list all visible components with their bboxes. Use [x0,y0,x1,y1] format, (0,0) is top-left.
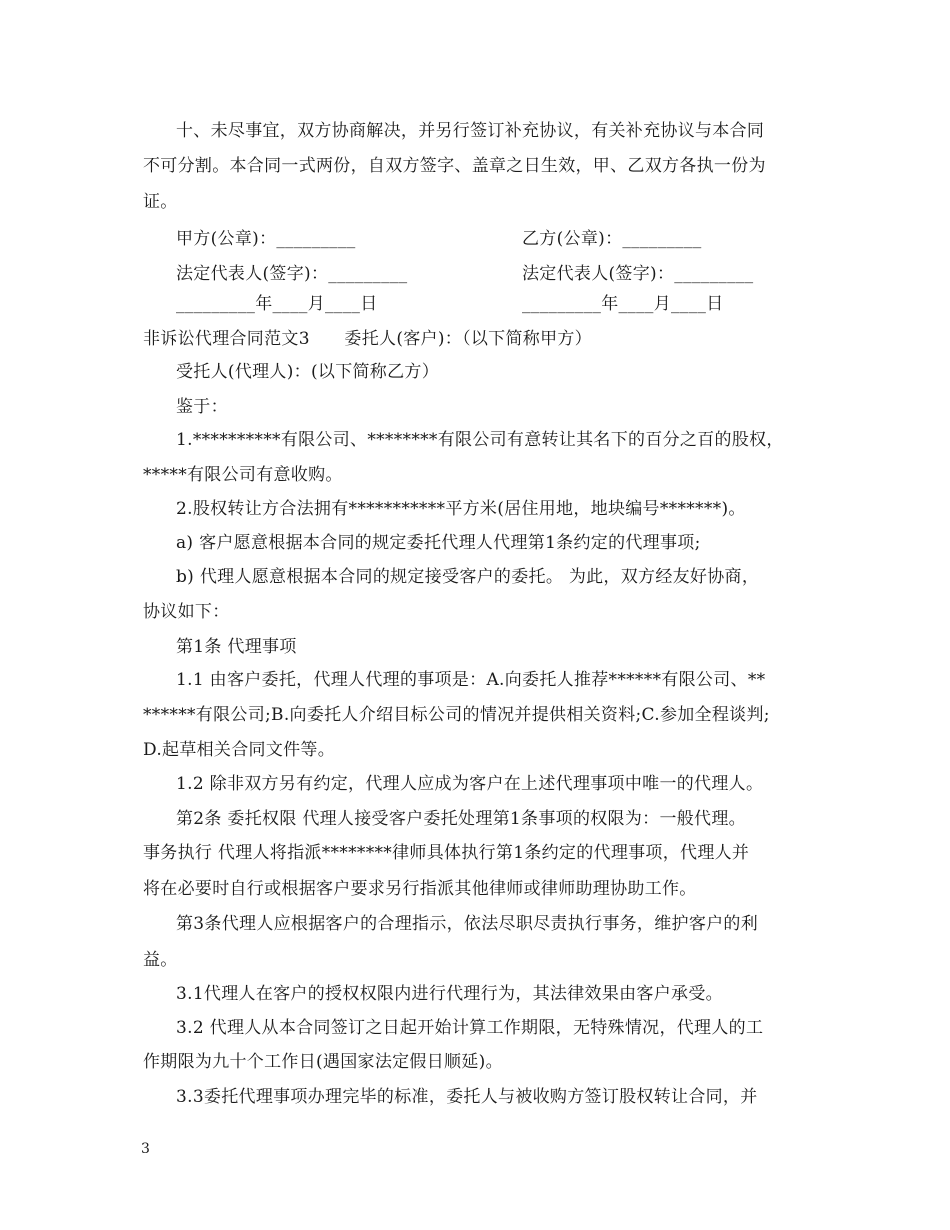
party-a-seal: 甲方(公章)：_________ [176,229,356,249]
sample3-heading: 非诉讼代理合同范文3 委托人(客户)：（以下简称甲方） [143,329,592,349]
article3-2-line1: 3.2 代理人从本合同签订之日起开始计算工作期限，无特殊情况，代理人的工 [176,1018,764,1038]
article2-line3: 将在必要时自行或根据客户要求另行指派其他律师或律师助理协助工作。 [143,879,697,899]
article1-1-line2: ******有限公司;B.向委托人介绍目标公司的情况并提供相关资料;C.参加全程谈判; [143,705,770,725]
whereas-label: 鉴于： [176,397,228,417]
recital-1-line1: 1.**********有限公司、********有限公司有意转让其名下的百分之百的股权， [176,430,784,450]
recital-b-line1: b) 代理人愿意根据本合同的规定接受客户的委托。 为此，双方经友好协商， [176,567,760,587]
article1-1-line1: 1.1 由客户委托，代理人代理的事项是：A.向委托人推荐******有限公司、** [176,670,766,690]
party-b-date: _________年____月____日 [522,294,724,314]
recital-b-line2: 协议如下： [143,602,230,622]
party-b-representative: 法定代表人(签字)：_________ [522,264,754,284]
article3-3-line1: 3.3委托代理事项办理完毕的标准，委托人与被收购方签订股权转让合同，并 [176,1087,758,1107]
article1-title: 第1条 代理事项 [176,637,297,657]
clause10-line1: 十、未尽事宜，双方协商解决，并另行签订补充协议，有关补充协议与本合同 [176,121,765,141]
page-number: 3 [141,1141,150,1157]
recital-1-line2: *****有限公司有意收购。 [143,465,343,485]
party-a-date: _________年____月____日 [176,294,378,314]
article3-line1: 第3条代理人应根据客户的合理指示，依法尽职尽责执行事务，维护客户的利 [176,914,759,934]
clause10-line3: 证。 [143,192,178,212]
article3-line2: 益。 [143,950,178,970]
clause10-line2: 不可分割。本合同一式两份，自双方签字、盖章之日生效，甲、乙双方各执一份为 [143,156,766,176]
article1-1-line3: D.起草相关合同文件等。 [143,740,336,760]
party-a-representative: 法定代表人(签字)：_________ [176,264,408,284]
article3-1: 3.1代理人在客户的授权权限内进行代理行为，其法律效果由客户承受。 [176,984,723,1004]
recital-2: 2.股权转让方合法拥有***********平方米(居住用地，地块编号*******)。 [176,499,746,519]
article2-line1: 第2条 委托权限 代理人接受客户委托处理第1条事项的权限为：一般代理。 [176,809,746,829]
article1-2: 1.2 除非双方另有约定，代理人应成为客户在上述代理事项中唯一的代理人。 [176,774,764,794]
agent-line: 受托人(代理人)：(以下简称乙方） [176,362,439,382]
article2-line2: 事务执行 代理人将指派********律师具体执行第1条约定的代理事项，代理人并 [143,843,750,863]
party-b-seal: 乙方(公章)：_________ [522,229,702,249]
article3-2-line2: 作期限为九十个工作日(遇国家法定假日顺延)。 [143,1052,503,1072]
recital-a: a) 客户愿意根据本合同的规定委托代理人代理第1条约定的代理事项; [176,533,701,553]
